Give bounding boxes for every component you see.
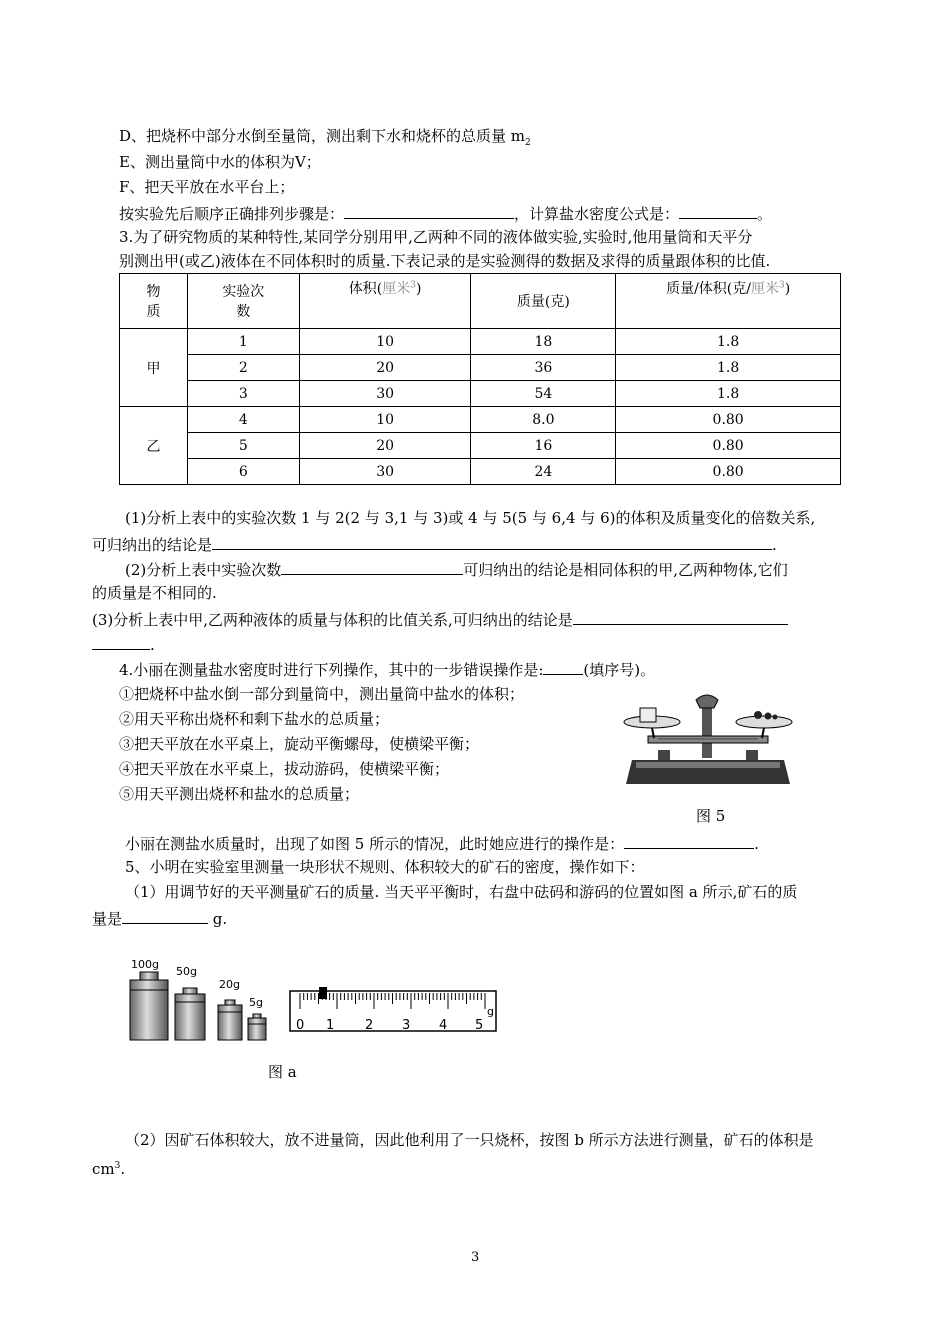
balance-figure	[618, 690, 798, 790]
scale-tick-4: 4	[439, 1018, 448, 1033]
scale-unit: g	[487, 1005, 494, 1018]
table-row: 6 30 24 0.80	[120, 459, 841, 485]
mass-blank[interactable]	[122, 907, 208, 924]
order-blank[interactable]	[344, 202, 514, 219]
weight-label-50g: 50g	[176, 965, 197, 978]
formula-blank[interactable]	[679, 202, 757, 219]
q3-part2-line2: 的质量是不相同的.	[92, 584, 217, 602]
scale-tick-3: 3	[402, 1018, 411, 1033]
table-header: 物 质 实验次 数 体积(厘米$^3$) 质量(克) 质量/体积(克/厘米$^3$)	[120, 274, 841, 329]
trial-numbers-blank[interactable]	[281, 558, 463, 575]
rider-marker	[319, 987, 327, 999]
q4-item-3: ③把天平放在水平桌上，旋动平衡螺母，使横梁平衡；	[119, 735, 480, 753]
q3-part1-line2: 可归纳出的结论是 .	[92, 533, 777, 555]
fig5-label: 图 5	[696, 807, 726, 825]
weights-figure	[125, 950, 275, 1045]
conclusion3-blank-cont[interactable]	[92, 633, 150, 650]
q3-part2-line1: (2)分析上表中实验次数 可归纳出的结论是相同体积的甲,乙两种物体,它们	[125, 558, 788, 580]
q5-title: 5、小明在实验室里测量一块形状不规则、体积较大的矿石的密度，操作如下：	[125, 858, 645, 876]
q5-part2-line2: $cm^3$.	[92, 1160, 126, 1178]
page-number: 3	[471, 1250, 480, 1265]
table-row: 2 20 36 1.8	[120, 355, 841, 381]
conclusion1-blank[interactable]	[212, 533, 772, 550]
wrong-step-blank[interactable]	[543, 658, 583, 675]
q4-title: 4.小丽在测量盐水密度时进行下列操作，其中的一步错误操作是: (填序号)。	[119, 658, 655, 680]
data-table	[119, 273, 841, 485]
scale-tick-0: 0	[296, 1018, 305, 1033]
q5-part1-line2: 量是 g.	[92, 907, 227, 929]
q4-item-2: ②用天平称出烧杯和剩下盐水的总质量；	[119, 710, 390, 728]
table-row: 3 30 54 1.8	[120, 381, 841, 407]
rider-scale	[288, 985, 500, 1035]
conclusion3-blank[interactable]	[573, 608, 788, 625]
q4-item-4: ④把天平放在水平桌上，拔动游码，使横梁平衡；	[119, 760, 450, 778]
q3-part1-line1: (1)分析上表中的实验次数 1 与 2(2 与 3,1 与 3)或 4 与 5(5 与 6,4 与 6)的体积及质量变化的倍数关系,	[125, 509, 816, 527]
q5-part2-line1: （2）因矿石体积较大，放不进量筒，因此他利用了一只烧杯，按图 b 所示方法进行测量，矿石的体积是	[125, 1131, 814, 1149]
step-e: E、测出量筒中水的体积为V；	[119, 153, 321, 171]
q3-line2: 别测出甲(或乙)液体在不同体积时的质量.下表记录的是实验测得的数据及求得的质量跟体积的比值.	[119, 252, 771, 270]
step-d: D、把烧杯中部分水倒至量筒，测出剩下水和烧杯的总质量 $m_2$	[119, 127, 531, 148]
q5-part1-line1: （1）用调节好的天平测量矿石的质量. 当天平平衡时，右盘中砝码和游码的位置如图 a 所示,矿石的质	[125, 883, 798, 901]
q3-part3-line1: (3)分析上表中甲,乙两种液体的质量与体积的比值关系,可归纳出的结论是	[92, 608, 788, 630]
scale-tick-2: 2	[365, 1018, 374, 1033]
q4-item-5: ⑤用天平测出烧杯和盐水的总质量；	[119, 785, 360, 803]
order-question: 按实验先后顺序正确排列步骤是： ，计算盐水密度公式是： 。	[119, 202, 772, 224]
operation-blank[interactable]	[624, 832, 754, 849]
weight-label-20g: 20g	[219, 978, 240, 991]
q4-item-1: ①把烧杯中盐水倒一部分到量筒中，测出量筒中盐水的体积；	[119, 685, 525, 703]
weight-label-100g: 100g	[131, 958, 159, 971]
fig-a-label: 图 a	[268, 1063, 297, 1081]
q4-after: 小丽在测盐水质量时，出现了如图 5 所示的情况，此时她应进行的操作是： .	[125, 832, 759, 854]
table-row: 甲 1 10 18 1.8	[120, 329, 841, 355]
scale-tick-1: 1	[326, 1018, 335, 1033]
q3-part3-line2: .	[92, 633, 155, 655]
step-f: F、把天平放在水平台上；	[119, 178, 295, 196]
weight-label-5g: 5g	[249, 996, 263, 1009]
table-row: 5 20 16 0.80	[120, 433, 841, 459]
scale-tick-5: 5	[475, 1018, 484, 1033]
table-row: 乙 4 10 8.0 0.80	[120, 407, 841, 433]
q3-line1: 3.为了研究物质的某种特性,某同学分别用甲,乙两种不同的液体做实验,实验时,他用量筒和天平分	[119, 228, 753, 246]
